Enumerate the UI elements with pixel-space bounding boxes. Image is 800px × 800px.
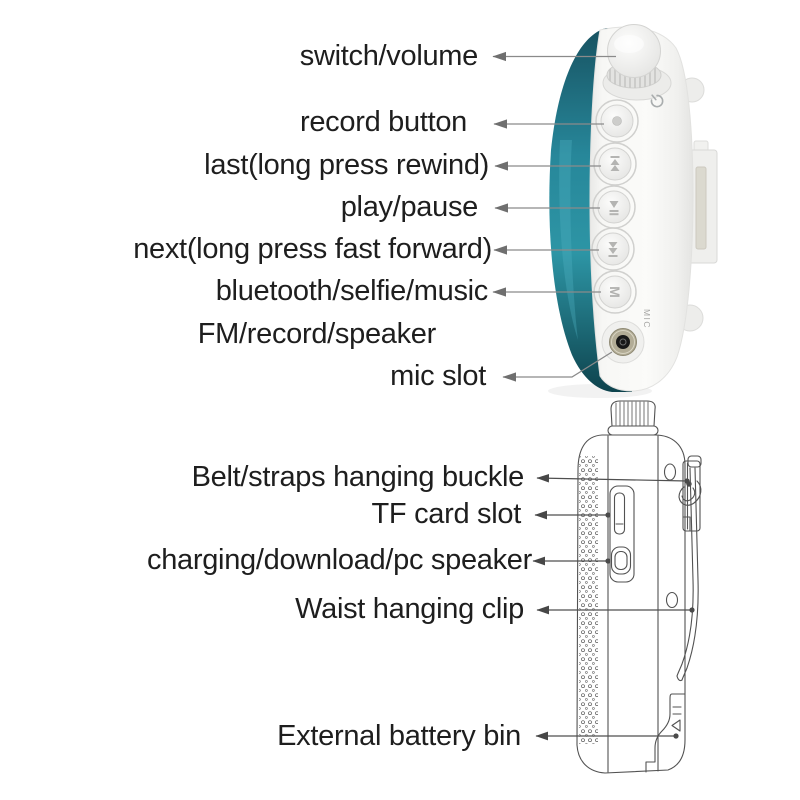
battery-bin: [646, 694, 685, 772]
next-button: [592, 228, 634, 270]
label-charging-download: charging/download/pc speaker: [147, 543, 532, 576]
mic-port-text: MIC: [642, 308, 652, 330]
leader-hanging-buckle: [537, 478, 687, 481]
label-mic-slot: mic slot: [390, 359, 486, 392]
port-panel: [610, 486, 634, 582]
device-photo-top-view: [548, 25, 717, 399]
play-pause-button: [593, 186, 635, 228]
record-button: [596, 100, 638, 142]
label-switch-volume: switch/volume: [299, 39, 478, 72]
label-tf-card-slot: TF card slot: [371, 497, 521, 530]
label-waist-clip: Waist hanging clip: [295, 592, 524, 625]
label-battery-bin: External battery bin: [277, 719, 521, 752]
label-last-rewind: last(long press rewind): [204, 148, 489, 181]
usb-port: [612, 547, 631, 574]
hanging-buckle: [679, 456, 701, 531]
hole-top: [665, 464, 676, 480]
tf-card-slot: [615, 493, 625, 534]
speaker-grille-dots: [579, 456, 598, 744]
label-record-button: record button: [300, 105, 467, 138]
label-fm-record-speaker: FM/record/speaker: [197, 317, 436, 350]
label-bluetooth-selfie-music: bluetooth/selfie/music: [215, 274, 488, 307]
battery-bin-marks: [672, 707, 681, 731]
knob-outline: [608, 401, 658, 435]
record-dot-glyph: [613, 117, 622, 126]
label-play-pause: play/pause: [340, 190, 478, 223]
device-drawing-bottom-view: [577, 401, 701, 773]
last-button: [594, 143, 636, 185]
mode-button-letter: M: [607, 286, 623, 298]
mic-jack: [602, 321, 644, 363]
label-next-fast-forward: next(long press fast forward): [133, 232, 492, 265]
hole-bottom: [667, 593, 678, 608]
label-hanging-buckle: Belt/straps hanging buckle: [191, 460, 524, 493]
